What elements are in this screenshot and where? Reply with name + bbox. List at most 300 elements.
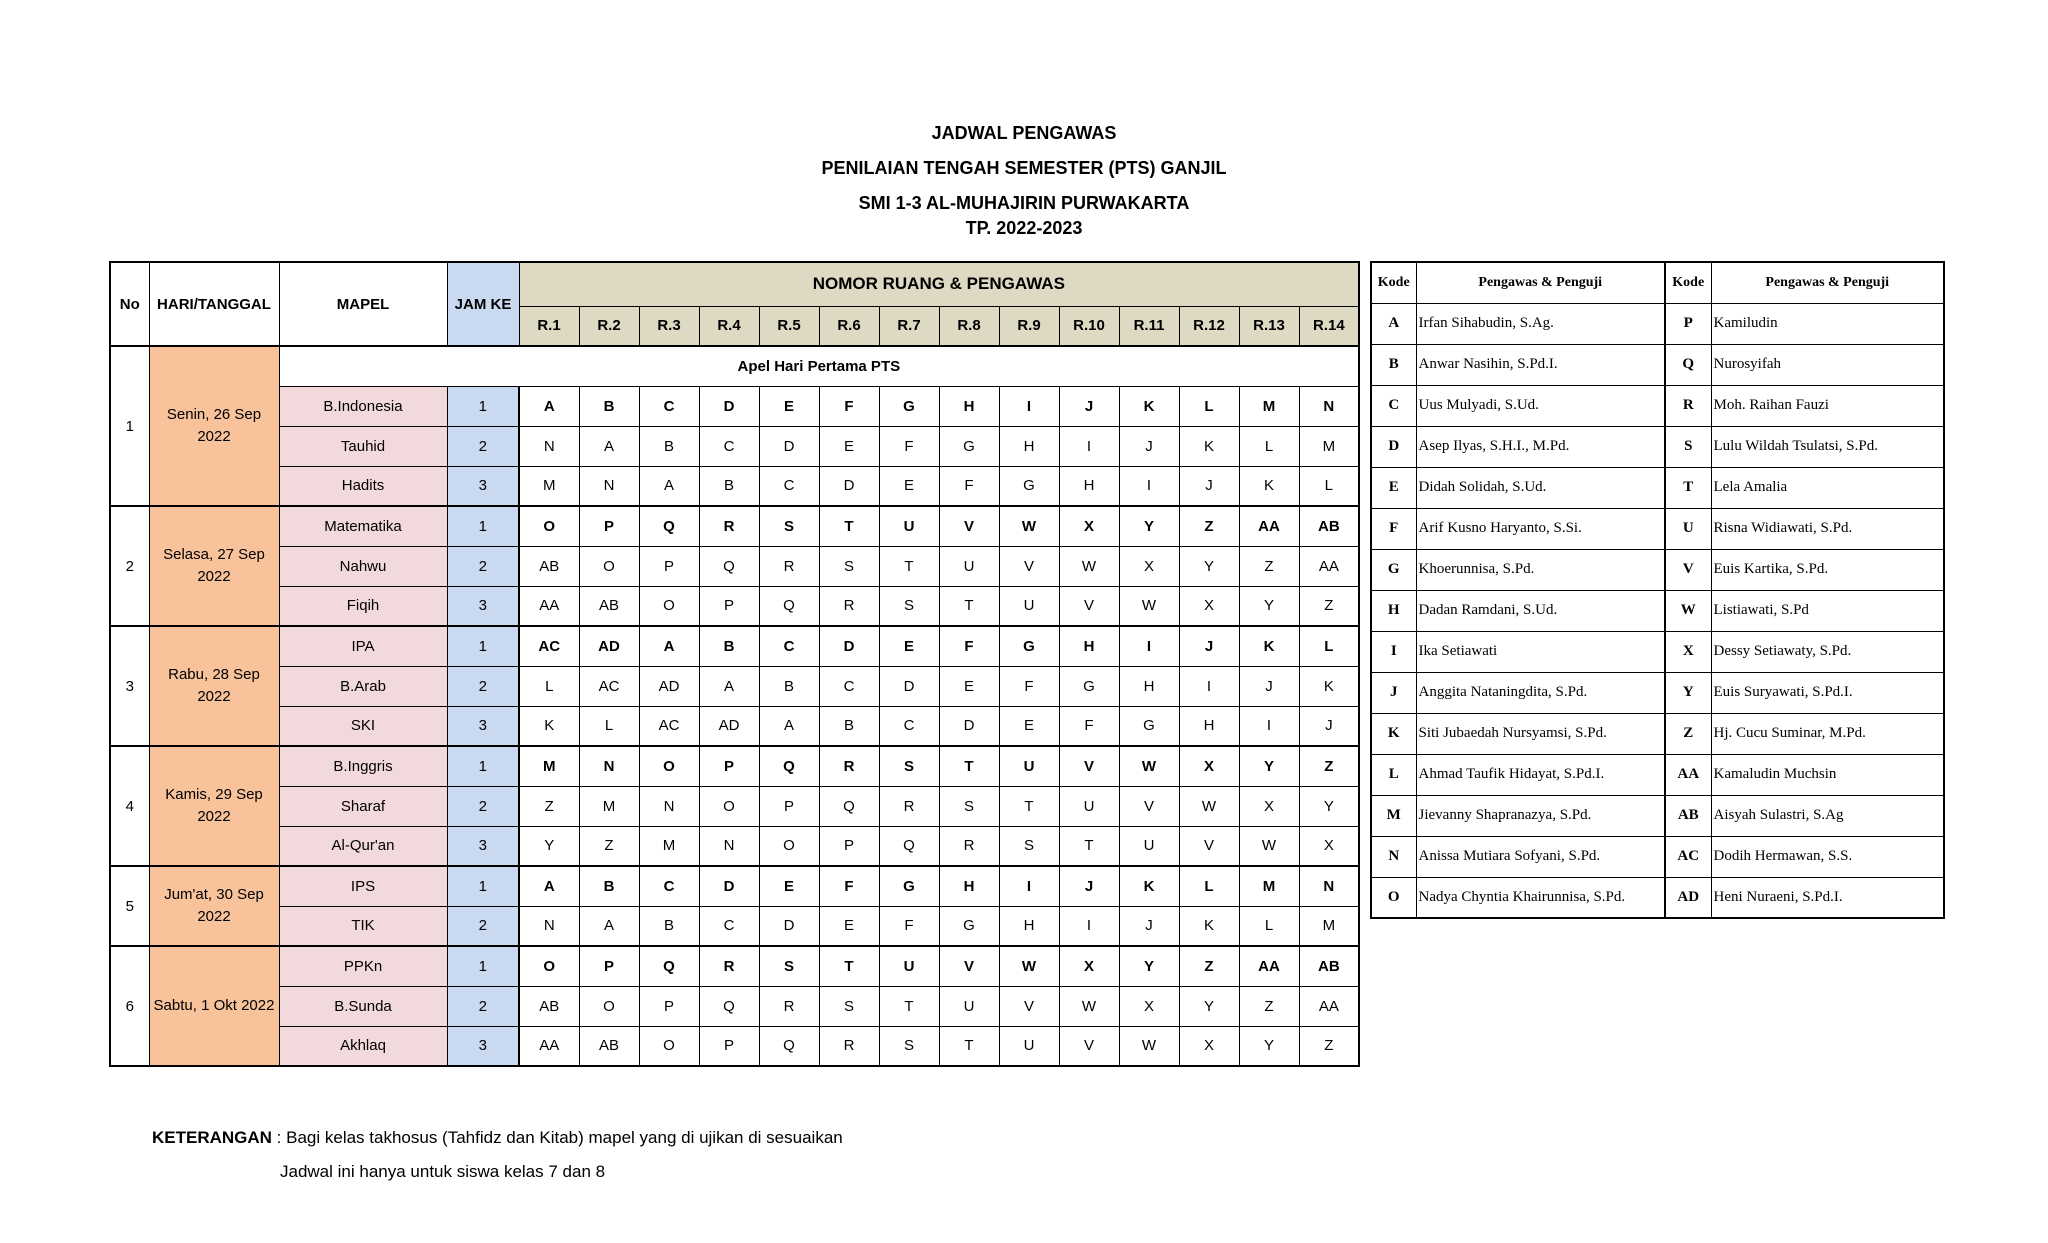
session-number-cell: 3 xyxy=(447,586,519,626)
table-row xyxy=(110,666,1359,706)
legend-name: Euis Kartika, S.Pd. xyxy=(1711,549,1944,590)
legend-body xyxy=(1371,303,1944,918)
header-room: R.14 xyxy=(1299,306,1359,346)
supervisor-code-cell: B xyxy=(759,666,819,706)
legend-code: H xyxy=(1371,590,1416,631)
supervisor-code-cell: M xyxy=(519,746,579,786)
supervisor-code-cell: M xyxy=(1299,426,1359,466)
subject-cell: Akhlaq xyxy=(279,1026,447,1066)
supervisor-code-cell: S xyxy=(879,586,939,626)
supervisor-code-cell: S xyxy=(759,946,819,986)
supervisor-code-cell: T xyxy=(819,506,879,546)
supervisor-code-cell: Q xyxy=(819,786,879,826)
supervisor-code-cell: Z xyxy=(1239,986,1299,1026)
supervisor-code-cell: I xyxy=(999,866,1059,906)
supervisor-code-cell: X xyxy=(1179,586,1239,626)
supervisor-code-cell: Z xyxy=(1179,946,1239,986)
supervisor-code-cell: X xyxy=(1299,826,1359,866)
session-number-cell: 1 xyxy=(447,866,519,906)
supervisor-code-cell: G xyxy=(999,466,1059,506)
legend-row xyxy=(1371,672,1944,713)
supervisor-code-cell: B xyxy=(639,426,699,466)
supervisor-code-cell: Y xyxy=(1239,1026,1299,1066)
supervisor-code-cell: C xyxy=(699,426,759,466)
legend-name: Moh. Raihan Fauzi xyxy=(1711,385,1944,426)
supervisor-code-cell: I xyxy=(999,386,1059,426)
supervisor-code-cell: W xyxy=(1119,746,1179,786)
supervisor-code-cell: V xyxy=(1119,786,1179,826)
supervisor-code-cell: T xyxy=(879,546,939,586)
supervisor-code-cell: E xyxy=(939,666,999,706)
header-room: R.6 xyxy=(819,306,879,346)
supervisor-code-cell: H xyxy=(1179,706,1239,746)
supervisor-code-cell: K xyxy=(1299,666,1359,706)
legend-row xyxy=(1371,549,1944,590)
supervisor-code-cell: A xyxy=(579,906,639,946)
supervisor-code-cell: U xyxy=(939,986,999,1026)
supervisor-code-cell: I xyxy=(1119,466,1179,506)
legend-code: O xyxy=(1371,877,1416,918)
header-no: No xyxy=(110,262,149,346)
subject-cell: Al-Qur'an xyxy=(279,826,447,866)
legend-code: Y xyxy=(1665,672,1711,713)
supervisor-code-cell: D xyxy=(939,706,999,746)
supervisor-code-cell: I xyxy=(1059,906,1119,946)
session-number-cell: 2 xyxy=(447,666,519,706)
supervisor-code-cell: D xyxy=(819,626,879,666)
supervisor-code-cell: AB xyxy=(519,546,579,586)
supervisor-code-cell: X xyxy=(1119,546,1179,586)
supervisor-code-cell: R xyxy=(759,546,819,586)
supervisor-code-cell: W xyxy=(1119,1026,1179,1066)
supervisor-code-cell: O xyxy=(699,786,759,826)
legend-name: Aisyah Sulastri, S.Ag xyxy=(1711,795,1944,836)
supervisor-code-cell: B xyxy=(699,626,759,666)
supervisor-code-cell: Q xyxy=(759,746,819,786)
title-line-2: PENILAIAN TENGAH SEMESTER (PTS) GANJIL xyxy=(821,158,1227,178)
supervisor-code-cell: H xyxy=(999,426,1059,466)
supervisor-code-cell: P xyxy=(639,546,699,586)
supervisor-code-cell: N xyxy=(519,906,579,946)
session-number-cell: 2 xyxy=(447,426,519,466)
supervisor-code-cell: P xyxy=(579,506,639,546)
legend-name: Arif Kusno Haryanto, S.Si. xyxy=(1416,508,1665,549)
supervisor-code-cell: M xyxy=(639,826,699,866)
supervisor-code-cell: X xyxy=(1059,506,1119,546)
supervisor-code-cell: C xyxy=(699,906,759,946)
supervisor-code-cell: A xyxy=(639,466,699,506)
legend-code: S xyxy=(1665,426,1711,467)
supervisor-code-cell: R xyxy=(819,746,879,786)
supervisor-code-cell: X xyxy=(1059,946,1119,986)
supervisor-code-cell: B xyxy=(579,866,639,906)
supervisor-code-cell: N xyxy=(579,466,639,506)
legend-code: A xyxy=(1371,303,1416,344)
day-date: Senin, 26 Sep 2022 xyxy=(149,346,279,506)
supervisor-code-cell: T xyxy=(939,746,999,786)
legend-code: AC xyxy=(1665,836,1711,877)
table-row xyxy=(110,506,1359,546)
legend-name: Ika Setiawati xyxy=(1416,631,1665,672)
day-date: Jum'at, 30 Sep 2022 xyxy=(149,866,279,946)
supervisor-code-cell: M xyxy=(519,466,579,506)
day-date: Rabu, 28 Sep 2022 xyxy=(149,626,279,746)
table-row xyxy=(110,786,1359,826)
supervisor-code-cell: F xyxy=(819,866,879,906)
supervisor-code-cell: P xyxy=(819,826,879,866)
legend-row xyxy=(1371,344,1944,385)
header-hari: HARI/TANGGAL xyxy=(149,262,279,346)
supervisor-code-cell: M xyxy=(1239,386,1299,426)
legend-name: Kamaludin Muchsin xyxy=(1711,754,1944,795)
subject-cell: B.Sunda xyxy=(279,986,447,1026)
supervisor-code-cell: AD xyxy=(579,626,639,666)
supervisor-code-cell: V xyxy=(1059,586,1119,626)
session-number-cell: 1 xyxy=(447,746,519,786)
supervisor-code-cell: D xyxy=(699,386,759,426)
supervisor-code-cell: P xyxy=(699,746,759,786)
supervisor-code-cell: AB xyxy=(519,986,579,1026)
supervisor-code-cell: AA xyxy=(1239,506,1299,546)
legend-name: Asep Ilyas, S.H.I., M.Pd. xyxy=(1416,426,1665,467)
supervisor-code-cell: R xyxy=(759,986,819,1026)
supervisor-code-cell: D xyxy=(879,666,939,706)
notes-line-1 xyxy=(152,1128,843,1148)
table-row xyxy=(110,986,1359,1026)
legend-code: V xyxy=(1665,549,1711,590)
supervisor-code-cell: A xyxy=(579,426,639,466)
legend-code: C xyxy=(1371,385,1416,426)
session-number-cell: 3 xyxy=(447,466,519,506)
supervisor-code-cell: G xyxy=(1119,706,1179,746)
supervisor-code-cell: H xyxy=(999,906,1059,946)
supervisor-code-cell: D xyxy=(759,426,819,466)
supervisor-code-cell: K xyxy=(1119,866,1179,906)
supervisor-code-cell: U xyxy=(999,1026,1059,1066)
supervisor-code-cell: F xyxy=(939,626,999,666)
supervisor-code-cell: L xyxy=(1299,626,1359,666)
day-number: 4 xyxy=(110,746,149,866)
header-nomor-ruang: NOMOR RUANG & PENGAWAS xyxy=(519,262,1359,306)
legend-name: Euis Suryawati, S.Pd.I. xyxy=(1711,672,1944,713)
supervisor-code-cell: G xyxy=(879,866,939,906)
subject-cell: Tauhid xyxy=(279,426,447,466)
supervisor-code-cell: L xyxy=(1179,866,1239,906)
table-row xyxy=(110,626,1359,666)
legend-header-nama-left: Pengawas & Penguji xyxy=(1416,262,1665,303)
supervisor-code-cell: O xyxy=(579,986,639,1026)
supervisor-code-cell: AC xyxy=(579,666,639,706)
supervisor-code-cell: V xyxy=(999,546,1059,586)
supervisor-code-cell: Y xyxy=(1119,506,1179,546)
supervisor-code-cell: N xyxy=(519,426,579,466)
legend-name: Nadya Chyntia Khairunnisa, S.Pd. xyxy=(1416,877,1665,918)
supervisor-code-cell: U xyxy=(939,546,999,586)
session-number-cell: 1 xyxy=(447,626,519,666)
supervisor-code-cell: P xyxy=(579,946,639,986)
legend-row xyxy=(1371,426,1944,467)
legend-header-kode-left: Kode xyxy=(1371,262,1416,303)
legend-name: Anissa Mutiara Sofyani, S.Pd. xyxy=(1416,836,1665,877)
supervisor-code-cell: L xyxy=(1299,466,1359,506)
supervisor-code-cell: E xyxy=(879,466,939,506)
supervisor-code-cell: R xyxy=(819,586,879,626)
subject-cell: B.Indonesia xyxy=(279,386,447,426)
supervisor-code-cell: Z xyxy=(1179,506,1239,546)
supervisor-code-cell: N xyxy=(1299,386,1359,426)
legend-name: Listiawati, S.Pd xyxy=(1711,590,1944,631)
notes-label: KETERANGAN xyxy=(152,1128,272,1147)
legend-name: Lulu Wildah Tsulatsi, S.Pd. xyxy=(1711,426,1944,467)
title-line-3: SMI 1-3 AL-MUHAJIRIN PURWAKARTA xyxy=(858,193,1190,213)
legend-code: L xyxy=(1371,754,1416,795)
supervisor-code-cell: W xyxy=(999,506,1059,546)
supervisor-code-cell: AB xyxy=(579,1026,639,1066)
supervisor-code-cell: N xyxy=(639,786,699,826)
supervisor-code-cell: V xyxy=(939,946,999,986)
supervisor-code-cell: AC xyxy=(639,706,699,746)
supervisor-code-cell: C xyxy=(879,706,939,746)
header-room: R.3 xyxy=(639,306,699,346)
supervisor-code-cell: Y xyxy=(1239,586,1299,626)
supervisor-code-cell: P xyxy=(639,986,699,1026)
legend-name: Didah Solidah, S.Ud. xyxy=(1416,467,1665,508)
supervisor-code-cell: I xyxy=(1119,626,1179,666)
legend-name: Anggita Nataningdita, S.Pd. xyxy=(1416,672,1665,713)
supervisor-code-cell: G xyxy=(939,426,999,466)
supervisor-code-cell: E xyxy=(759,386,819,426)
supervisor-code-cell: H xyxy=(939,866,999,906)
legend-name: Uus Mulyadi, S.Ud. xyxy=(1416,385,1665,426)
legend-header-nama-right: Pengawas & Penguji xyxy=(1711,262,1944,303)
supervisor-code-cell: K xyxy=(1179,906,1239,946)
supervisor-code-cell: N xyxy=(579,746,639,786)
apel-row-label: Apel Hari Pertama PTS xyxy=(279,346,1359,386)
table-row xyxy=(110,746,1359,786)
supervisor-code-cell: T xyxy=(939,586,999,626)
table-row xyxy=(110,346,1359,386)
supervisor-code-cell: J xyxy=(1179,626,1239,666)
legend-name: Jievanny Shapranazya, S.Pd. xyxy=(1416,795,1665,836)
supervisor-code-cell: Z xyxy=(579,826,639,866)
supervisor-code-cell: L xyxy=(1239,906,1299,946)
supervisor-code-cell: T xyxy=(999,786,1059,826)
legend-code: F xyxy=(1371,508,1416,549)
legend-name: Kamiludin xyxy=(1711,303,1944,344)
day-number: 1 xyxy=(110,346,149,506)
legend-row xyxy=(1371,590,1944,631)
subject-cell: SKI xyxy=(279,706,447,746)
subject-cell: IPS xyxy=(279,866,447,906)
supervisor-code-cell: AA xyxy=(1299,546,1359,586)
legend-code: N xyxy=(1371,836,1416,877)
table-row xyxy=(110,1026,1359,1066)
supervisor-code-cell: J xyxy=(1059,386,1119,426)
supervisor-legend-table xyxy=(1370,261,1945,919)
supervisor-code-cell: A xyxy=(639,626,699,666)
supervisor-code-cell: J xyxy=(1299,706,1359,746)
supervisor-code-cell: Q xyxy=(879,826,939,866)
legend-name: Hj. Cucu Suminar, M.Pd. xyxy=(1711,713,1944,754)
supervisor-code-cell: Q xyxy=(639,946,699,986)
supervisor-code-cell: AA xyxy=(519,586,579,626)
supervisor-code-cell: P xyxy=(699,586,759,626)
supervisor-code-cell: Z xyxy=(519,786,579,826)
legend-row xyxy=(1371,795,1944,836)
legend-name: Ahmad Taufik Hidayat, S.Pd.I. xyxy=(1416,754,1665,795)
legend-name: Dessy Setiawaty, S.Pd. xyxy=(1711,631,1944,672)
supervisor-code-cell: S xyxy=(819,986,879,1026)
session-number-cell: 1 xyxy=(447,506,519,546)
legend-code: T xyxy=(1665,467,1711,508)
supervisor-code-cell: A xyxy=(699,666,759,706)
day-number: 3 xyxy=(110,626,149,746)
legend-name: Lela Amalia xyxy=(1711,467,1944,508)
table-row xyxy=(110,546,1359,586)
supervisor-code-cell: F xyxy=(1059,706,1119,746)
supervisor-code-cell: E xyxy=(999,706,1059,746)
supervisor-code-cell: S xyxy=(879,746,939,786)
supervisor-code-cell: G xyxy=(879,386,939,426)
legend-row xyxy=(1371,303,1944,344)
subject-cell: B.Arab xyxy=(279,666,447,706)
supervisor-code-cell: B xyxy=(639,906,699,946)
supervisor-code-cell: Q xyxy=(639,506,699,546)
header-jam: JAM KE xyxy=(447,262,519,346)
supervisor-code-cell: C xyxy=(819,666,879,706)
subject-cell: TIK xyxy=(279,906,447,946)
supervisor-code-cell: K xyxy=(1239,626,1299,666)
legend-code: Q xyxy=(1665,344,1711,385)
day-number: 2 xyxy=(110,506,149,626)
header-room: R.7 xyxy=(879,306,939,346)
supervisor-code-cell: K xyxy=(1239,466,1299,506)
subject-cell: Sharaf xyxy=(279,786,447,826)
supervisor-code-cell: L xyxy=(579,706,639,746)
day-number: 5 xyxy=(110,866,149,946)
supervisor-code-cell: F xyxy=(819,386,879,426)
supervisor-code-cell: U xyxy=(879,946,939,986)
supervisor-code-cell: W xyxy=(999,946,1059,986)
supervisor-code-cell: E xyxy=(819,426,879,466)
legend-row xyxy=(1371,467,1944,508)
table-row xyxy=(110,706,1359,746)
supervisor-code-cell: O xyxy=(639,746,699,786)
supervisor-code-cell: Q xyxy=(759,1026,819,1066)
session-number-cell: 3 xyxy=(447,706,519,746)
session-number-cell: 2 xyxy=(447,906,519,946)
table-row xyxy=(110,946,1359,986)
supervisor-code-cell: Z xyxy=(1299,746,1359,786)
table-row xyxy=(110,866,1359,906)
legend-header-kode-right: Kode xyxy=(1665,262,1711,303)
legend-code: P xyxy=(1665,303,1711,344)
supervisor-code-cell: W xyxy=(1179,786,1239,826)
supervisor-code-cell: T xyxy=(1059,826,1119,866)
legend-name: Risna Widiawati, S.Pd. xyxy=(1711,508,1944,549)
title-line-4: TP. 2022-2023 xyxy=(965,218,1083,238)
supervisor-code-cell: AA xyxy=(1299,986,1359,1026)
supervisor-code-cell: L xyxy=(1179,386,1239,426)
supervisor-code-cell: O xyxy=(759,826,819,866)
header-room: R.2 xyxy=(579,306,639,346)
supervisor-code-cell: H xyxy=(1119,666,1179,706)
supervisor-code-cell: M xyxy=(579,786,639,826)
subject-cell: PPKn xyxy=(279,946,447,986)
subject-cell: Matematika xyxy=(279,506,447,546)
supervisor-code-cell: AB xyxy=(579,586,639,626)
supervisor-code-cell: J xyxy=(1119,426,1179,466)
supervisor-code-cell: O xyxy=(639,586,699,626)
legend-code: B xyxy=(1371,344,1416,385)
supervisor-code-cell: H xyxy=(1059,466,1119,506)
header-mapel: MAPEL xyxy=(279,262,447,346)
supervisor-code-cell: E xyxy=(819,906,879,946)
legend-name: Heni Nuraeni, S.Pd.I. xyxy=(1711,877,1944,918)
legend-row xyxy=(1371,713,1944,754)
legend-code: X xyxy=(1665,631,1711,672)
legend-code: U xyxy=(1665,508,1711,549)
session-number-cell: 2 xyxy=(447,546,519,586)
supervisor-code-cell: Y xyxy=(1179,986,1239,1026)
supervisor-code-cell: O xyxy=(519,946,579,986)
supervisor-code-cell: Y xyxy=(519,826,579,866)
supervisor-code-cell: B xyxy=(699,466,759,506)
supervisor-code-cell: I xyxy=(1059,426,1119,466)
subject-cell: Hadits xyxy=(279,466,447,506)
legend-code: J xyxy=(1371,672,1416,713)
supervisor-code-cell: X xyxy=(1239,786,1299,826)
supervisor-code-cell: B xyxy=(819,706,879,746)
legend-code: I xyxy=(1371,631,1416,672)
supervisor-code-cell: W xyxy=(1119,586,1179,626)
notes-block xyxy=(152,1128,843,1181)
supervisor-code-cell: T xyxy=(939,1026,999,1066)
supervisor-code-cell: X xyxy=(1179,746,1239,786)
supervisor-code-cell: D xyxy=(819,466,879,506)
supervisor-code-cell: F xyxy=(939,466,999,506)
supervisor-code-cell: Z xyxy=(1299,586,1359,626)
supervisor-code-cell: S xyxy=(879,1026,939,1066)
legend-code: R xyxy=(1665,385,1711,426)
supervisor-code-cell: O xyxy=(579,546,639,586)
supervisor-code-cell: P xyxy=(699,1026,759,1066)
header-room: R.8 xyxy=(939,306,999,346)
supervisor-code-cell: V xyxy=(1059,746,1119,786)
header-room: R.1 xyxy=(519,306,579,346)
supervisor-code-cell: A xyxy=(519,386,579,426)
header-room: R.12 xyxy=(1179,306,1239,346)
supervisor-code-cell: R xyxy=(939,826,999,866)
supervisor-code-cell: O xyxy=(639,1026,699,1066)
table-row xyxy=(110,906,1359,946)
day-date: Selasa, 27 Sep 2022 xyxy=(149,506,279,626)
legend-code: M xyxy=(1371,795,1416,836)
header-room: R.13 xyxy=(1239,306,1299,346)
supervisor-code-cell: F xyxy=(879,426,939,466)
supervisor-code-cell: W xyxy=(1239,826,1299,866)
table-row xyxy=(110,426,1359,466)
legend-row xyxy=(1371,877,1944,918)
supervisor-code-cell: V xyxy=(999,986,1059,1026)
supervisor-code-cell: N xyxy=(1299,866,1359,906)
supervisor-code-cell: A xyxy=(759,706,819,746)
supervisor-code-cell: E xyxy=(759,866,819,906)
legend-code: AB xyxy=(1665,795,1711,836)
supervisor-code-cell: W xyxy=(1059,986,1119,1026)
supervisor-code-cell: X xyxy=(1119,986,1179,1026)
supervisor-code-cell: B xyxy=(579,386,639,426)
